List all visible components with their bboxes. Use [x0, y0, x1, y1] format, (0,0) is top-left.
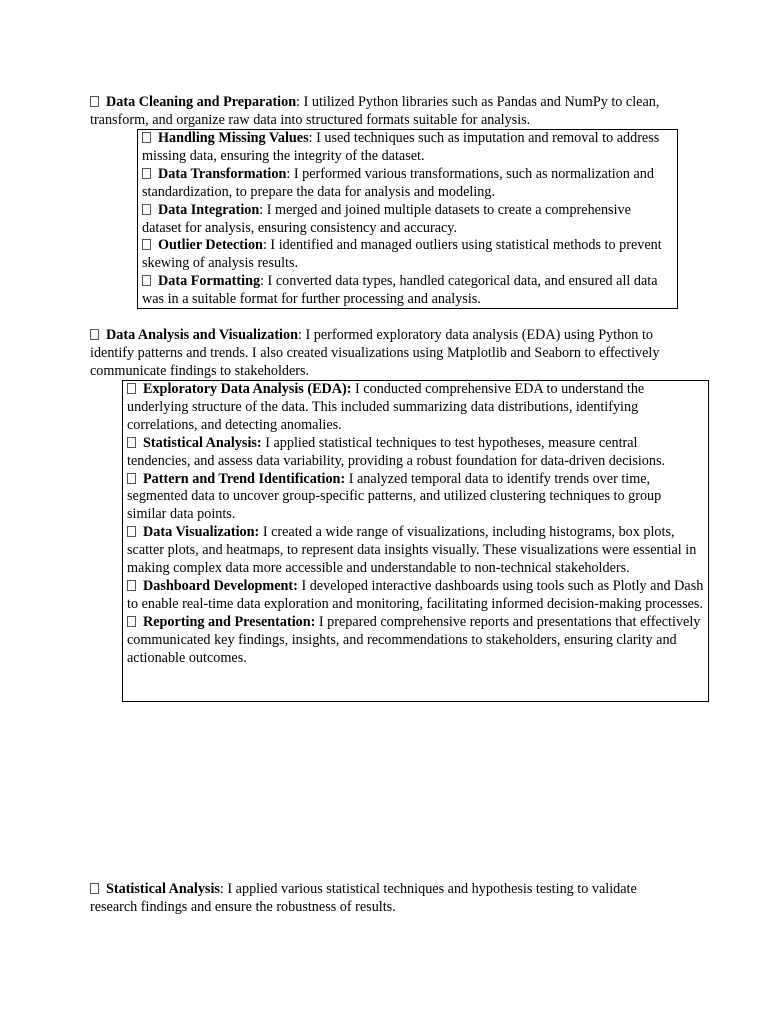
section-text: : I performed exploratory data analysis (EDA) using Python to identify patterns and trends. I also created visualizations using Matplotlib and Seaborn to effectively communicate findings to stakeholders.	[90, 327, 660, 379]
list-item: Handling Missing Values: I used techniques such as imputation and removal to address missing data, ensuring the integrity of the dataset.	[142, 130, 660, 164]
bullet-icon	[127, 383, 136, 394]
list-item: Data Formatting: I converted data types, handled categorical data, and ensured all data was in a suitable format for further processing and analysis.	[142, 273, 658, 308]
bullet-icon	[127, 437, 136, 448]
list-item: Pattern and Trend Identification: I analyzed temporal data to identify trends over time, segmented data to uncover group-specific patterns, and utilized clustering techniques to group similar data points.	[127, 470, 662, 523]
analysis-details-box	[122, 380, 709, 702]
bullet-icon	[142, 239, 151, 250]
bullet-icon	[127, 526, 136, 537]
bullet-icon	[90, 96, 99, 107]
list-item: Exploratory Data Analysis (EDA): I conducted comprehensive EDA to understand the underlying structure of the data. This included summarizing data distributions, identifying correlations, and detecting anomalies.	[127, 381, 645, 433]
section-title: Statistical Analysis	[106, 881, 220, 897]
section-text: : I applied various statistical techniques and hypothesis testing to validate research findings and ensure the robustness of results.	[90, 881, 637, 915]
section-text: : I utilized Python libraries such as Pandas and NumPy to clean, transform, and organize raw data into structured formats suitable for analysis.	[90, 94, 660, 128]
list-item: Dashboard Development: I developed interactive dashboards using tools such as Plotly and Dash to enable real-time data exploration and monitoring, facilitating informed decision-making processes.	[127, 577, 704, 612]
list-item: Reporting and Presentation: I prepared comprehensive reports and presentations that effectively communicated key findings, insights, and recommendations to stakeholders, ensuring clarity and actionable outcomes.	[127, 613, 701, 666]
list-item: Data Visualization: I created a wide range of visualizations, including histograms, box plots, scatter plots, and heatmaps, to represent data insights visually. These visualizations were essential in making complex data more accessible and understandable to non-technical stakeholders.	[127, 524, 697, 577]
bullet-icon	[90, 883, 99, 894]
bullet-icon	[90, 329, 99, 340]
bullet-icon	[127, 580, 136, 591]
list-item: Statistical Analysis: I applied statistical techniques to test hypotheses, measure central tendencies, and assess data variability, providing a robust foundation for data-driven decisions.	[127, 434, 666, 469]
cleaning-details-box	[137, 129, 678, 309]
list-item: Outlier Detection: I identified and managed outliers using statistical methods to prevent skewing of analysis results.	[142, 237, 662, 272]
section-title: Data Analysis and Visualization	[106, 327, 298, 343]
list-item: Data Transformation: I performed various transformations, such as normalization and standardization, to prepare the data for analysis and modeling.	[142, 165, 654, 200]
bullet-icon	[142, 132, 151, 143]
bullet-icon	[142, 275, 151, 286]
section-title: Data Cleaning and Preparation	[106, 94, 297, 110]
bullet-icon	[142, 168, 151, 179]
section-analysis-intro	[90, 327, 690, 381]
bullet-icon	[127, 473, 136, 484]
list-item: Data Integration: I merged and joined multiple datasets to create a comprehensive dataset for analysis, ensuring consistency and accuracy.	[142, 201, 631, 236]
section-cleaning-intro	[90, 94, 680, 130]
bullet-icon	[142, 204, 151, 215]
section-statistics-intro	[90, 881, 680, 917]
bullet-icon	[127, 616, 136, 627]
